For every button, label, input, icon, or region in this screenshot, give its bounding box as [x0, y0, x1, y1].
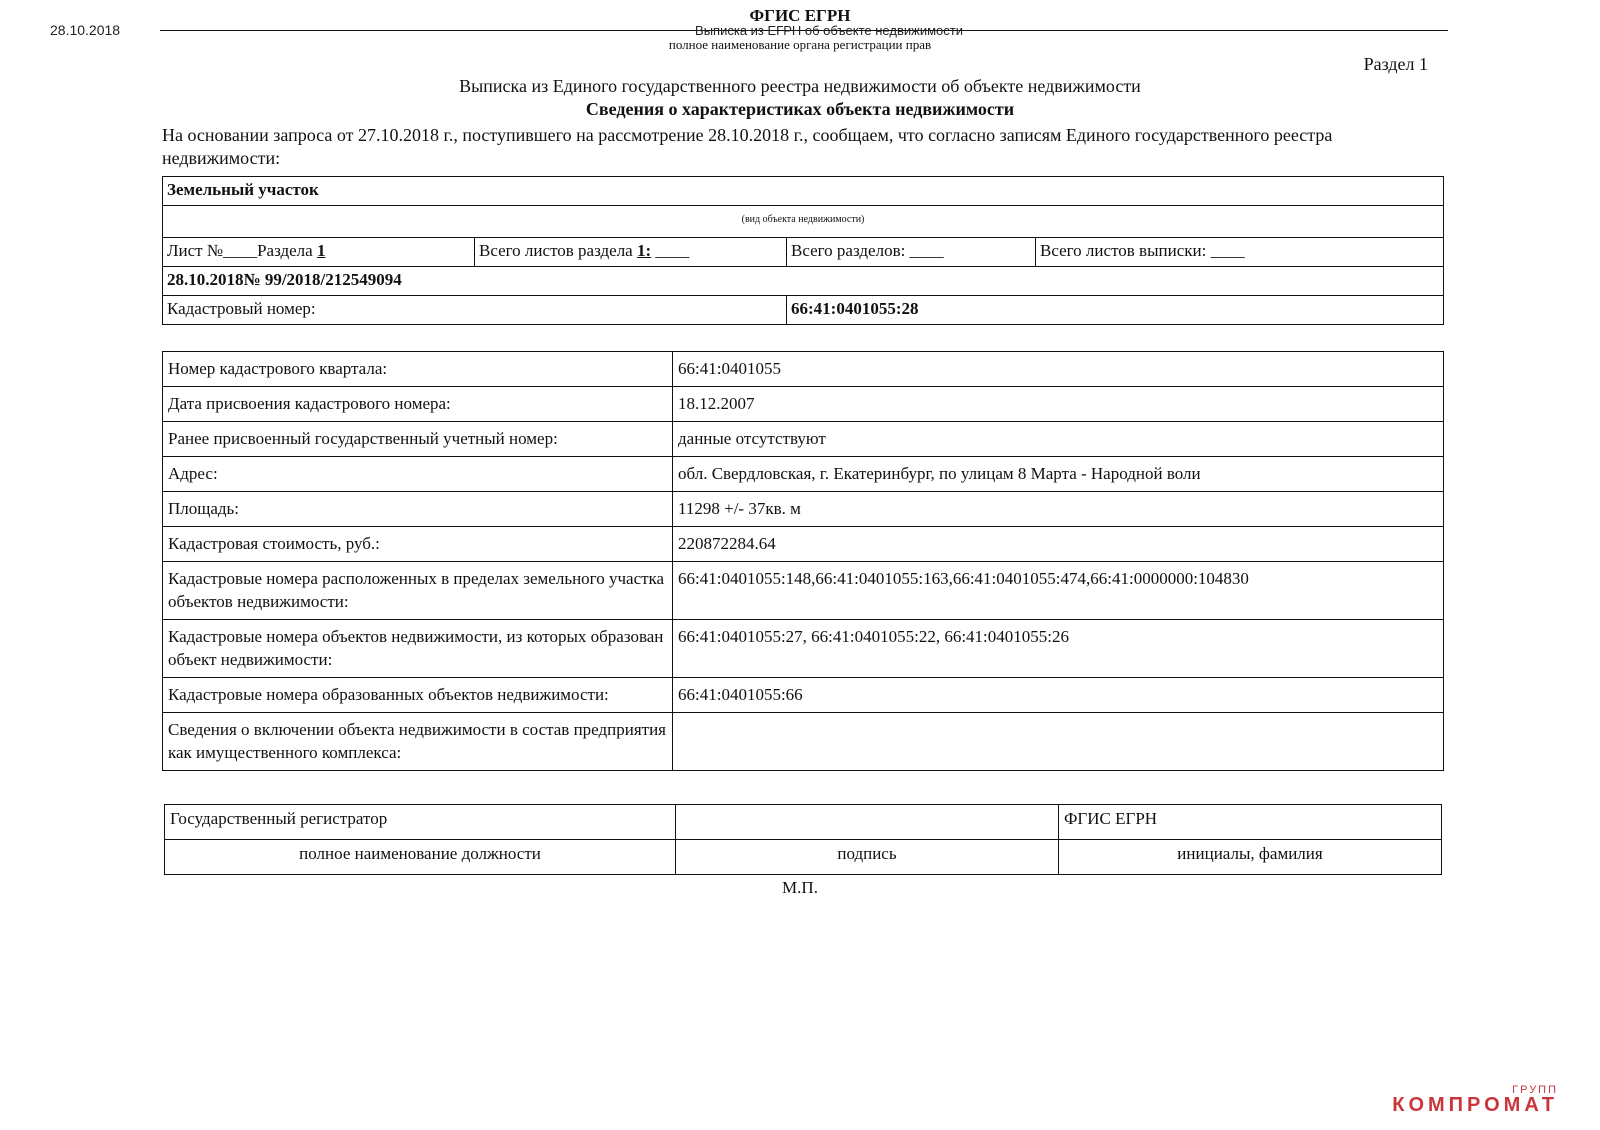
field-label: Ранее присвоенный государственный учетный номер: — [163, 422, 673, 457]
object-type: Земельный участок — [163, 177, 1444, 206]
field-label: Сведения о включении объекта недвижимости в состав предприятия как имущественного комплекса: — [163, 713, 673, 771]
document-heading: Сведения о характеристиках объекта недвижимости — [585, 99, 1015, 119]
table-row — [163, 527, 1444, 562]
watermark-logo: КОМПРОМАТ — [1392, 1094, 1558, 1116]
watermark-subtext: ГРУПП — [1512, 1084, 1558, 1096]
print-date: 28.10.2018 — [50, 22, 121, 38]
field-label: Номер кадастрового квартала: — [163, 352, 673, 387]
cadastral-number-value: 66:41:0401055:28 — [787, 296, 1444, 325]
sheet-label: Лист №____Раздела — [167, 241, 313, 260]
table-row — [163, 387, 1444, 422]
name-caption: инициалы, фамилия — [1059, 840, 1442, 875]
field-value: 11298 +/- 37кв. м — [673, 492, 1444, 527]
extract-date-number: 28.10.2018№ 99/2018/212549094 — [163, 267, 1444, 296]
object-type-caption: (вид объекта недвижимости) — [163, 206, 1444, 238]
total-sheets-label: Всего листов раздела — [479, 241, 633, 260]
signature-field — [676, 805, 1059, 840]
total-sheets-cell — [475, 238, 787, 267]
object-header-table — [162, 176, 1444, 325]
field-label: Кадастровые номера объектов недвижимости, из которых образован объект недвижимости: — [163, 620, 673, 678]
signature-caption: подпись — [676, 840, 1059, 875]
field-value: 18.12.2007 — [673, 387, 1444, 422]
signature-table — [164, 804, 1442, 875]
total-extract-sheets: Всего листов выписки: ____ — [1036, 238, 1444, 267]
field-label: Площадь: — [163, 492, 673, 527]
registry-org-name: ФГИС ЕГРН — [749, 6, 851, 25]
position-caption: полное наименование должности — [165, 840, 676, 875]
field-label: Кадастровые номера расположенных в пределах земельного участка объектов недвижимости: — [163, 562, 673, 620]
table-row — [163, 492, 1444, 527]
field-value: 220872284.64 — [673, 527, 1444, 562]
field-value: 66:41:0401055:27, 66:41:0401055:22, 66:41:0401055:26 — [673, 620, 1444, 678]
sheet-section: 1 — [316, 241, 326, 260]
table-row — [163, 352, 1444, 387]
table-row — [163, 562, 1444, 620]
field-label: Кадастровая стоимость, руб.: — [163, 527, 673, 562]
total-sheets-section: 1: — [636, 241, 652, 260]
field-value: 66:41:0401055 — [673, 352, 1444, 387]
table-row — [163, 620, 1444, 678]
field-label: Адрес: — [163, 457, 673, 492]
sheet-number-cell — [163, 238, 475, 267]
field-value: данные отсутствуют — [673, 422, 1444, 457]
document-subtitle: Выписка из ЕГРН об объекте недвижимости — [695, 23, 963, 38]
field-value: 66:41:0401055:148,66:41:0401055:163,66:41:0401055:474,66:41:0000000:104830 — [673, 562, 1444, 620]
field-value: 66:41:0401055:66 — [673, 678, 1444, 713]
stamp-place: М.П. — [782, 878, 818, 897]
characteristics-table — [162, 351, 1444, 771]
document-title: Выписка из Единого государственного реестра недвижимости об объекте недвижимости — [459, 76, 1141, 96]
cadastral-number-label: Кадастровый номер: — [163, 296, 787, 325]
total-sheets-value: ____ — [651, 241, 690, 260]
field-value: обл. Свердловская, г. Екатеринбург, по улицам 8 Марта - Народной воли — [673, 457, 1444, 492]
section-label: Раздел 1 — [1363, 54, 1428, 74]
field-label: Дата присвоения кадастрового номера: — [163, 387, 673, 422]
table-row — [163, 457, 1444, 492]
total-sections: Всего разделов: ____ — [787, 238, 1036, 267]
table-row — [163, 422, 1444, 457]
field-label: Кадастровые номера образованных объектов недвижимости: — [163, 678, 673, 713]
intro-paragraph: На основании запроса от 27.10.2018 г., поступившего на рассмотрение 28.10.2018 г., сообщаем, что согласно записям Единого государственного реестра недвижимости: — [162, 125, 1333, 168]
table-row — [163, 678, 1444, 713]
field-value — [673, 713, 1444, 771]
org-caption: полное наименование органа регистрации прав — [668, 37, 932, 52]
registrar-name: ФГИС ЕГРН — [1059, 805, 1442, 840]
registrar-position: Государственный регистратор — [165, 805, 676, 840]
table-row — [163, 713, 1444, 771]
